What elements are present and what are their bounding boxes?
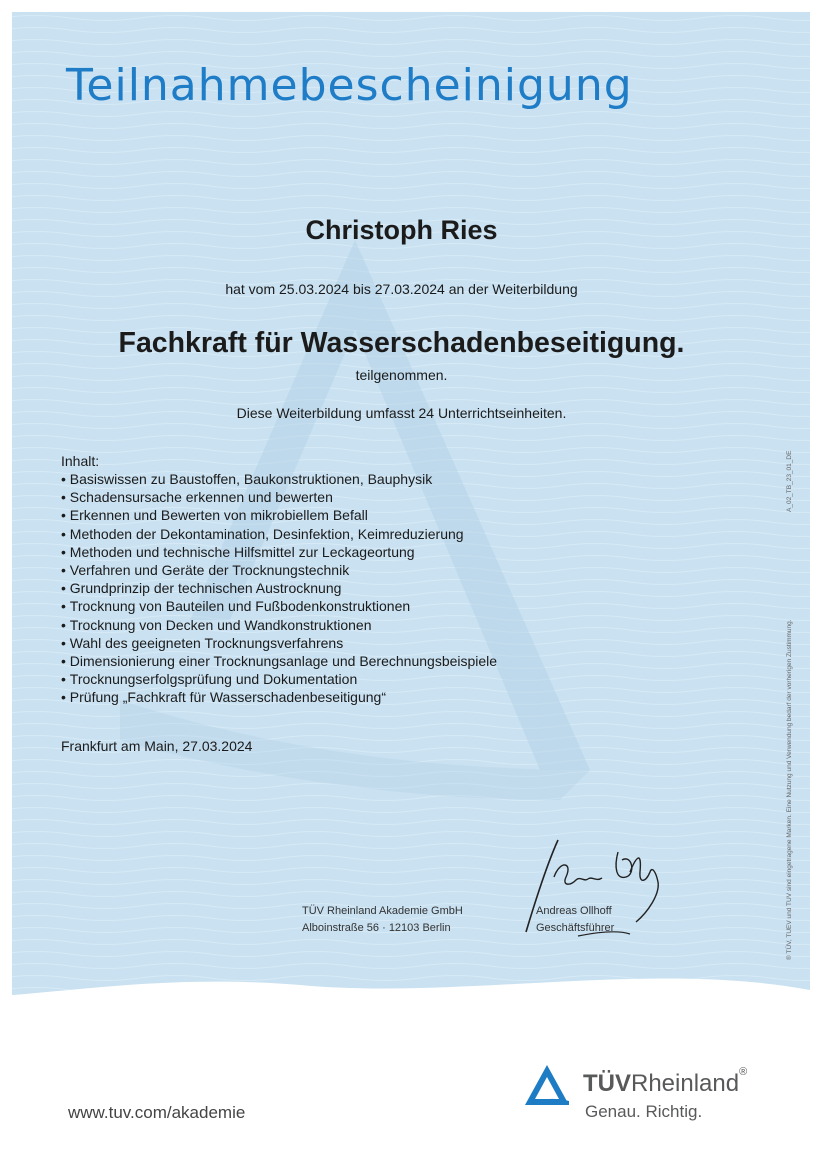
contents-item: • Schadensursache erkennen und bewerten	[61, 488, 497, 506]
issuer-organization	[302, 903, 463, 937]
trademark-note: ® TÜV, TUEV und TUV sind eingetragene Marken. Eine Nutzung und Verwendung bedarf der vorherigen Zustimmung.	[786, 619, 793, 960]
contents-item: • Dimensionierung einer Trocknungsanlage und Berechnungsbeispiele	[61, 652, 497, 670]
contents-item: • Wahl des geeigneten Trocknungsverfahrens	[61, 634, 497, 652]
document-code: A_02_TB_23_01_DE	[786, 450, 793, 512]
participated-text: teilgenommen.	[355, 367, 448, 383]
contents-item: • Methoden der Dekontamination, Desinfektion, Keimreduzierung	[61, 525, 497, 543]
logo-regular-text: Rheinland	[631, 1070, 740, 1097]
recipient-name: Christoph Ries	[305, 215, 498, 245]
signer-name: Andreas Ollhoff	[536, 905, 612, 917]
org-address: Alboinstraße 56 · 12103 Berlin	[302, 922, 451, 934]
contents-item: • Verfahren und Geräte der Trocknungstechnik	[61, 561, 497, 579]
org-name: TÜV Rheinland Akademie GmbH	[302, 905, 463, 917]
signer-role: Geschäftsführer	[536, 922, 615, 934]
logo-bold-text: TÜV	[583, 1070, 631, 1097]
contents-item: • Prüfung „Fachkraft für Wasserschadenbeseitigung“	[61, 688, 497, 706]
contents-list	[61, 470, 497, 707]
certificate-title: Teilnahmebescheinigung	[66, 60, 633, 111]
website-link[interactable]: www.tuv.com/akademie	[68, 1103, 246, 1122]
tuv-triangle-icon	[523, 1063, 571, 1107]
period-text: hat vom 25.03.2024 bis 27.03.2024 an der Weiterbildung	[225, 281, 578, 297]
contents-item: • Erkennen und Bewerten von mikrobiellem Befall	[61, 506, 497, 524]
place-date: Frankfurt am Main, 27.03.2024	[61, 738, 253, 754]
course-title: Fachkraft für Wasserschadenbeseitigung.	[118, 327, 685, 359]
contents-item: • Grundprinzip der technischen Austrocknung	[61, 579, 497, 597]
brand-slogan: Genau. Richtig.	[585, 1102, 703, 1121]
units-text: Diese Weiterbildung umfasst 24 Unterrichtseinheiten.	[236, 405, 567, 421]
contents-label: Inhalt:	[61, 453, 100, 469]
contents-item: • Trocknungserfolgsprüfung und Dokumentation	[61, 670, 497, 688]
contents-item: • Basiswissen zu Baustoffen, Baukonstruktionen, Bauphysik	[61, 470, 497, 488]
registered-mark: ®	[739, 1066, 748, 1078]
tuv-logo-text	[583, 1066, 748, 1098]
contents-item: • Trocknung von Bauteilen und Fußbodenkonstruktionen	[61, 597, 497, 615]
contents-item: • Methoden und technische Hilfsmittel zur Leckageortung	[61, 543, 497, 561]
signer-block	[536, 903, 614, 937]
contents-item: • Trocknung von Decken und Wandkonstruktionen	[61, 616, 497, 634]
